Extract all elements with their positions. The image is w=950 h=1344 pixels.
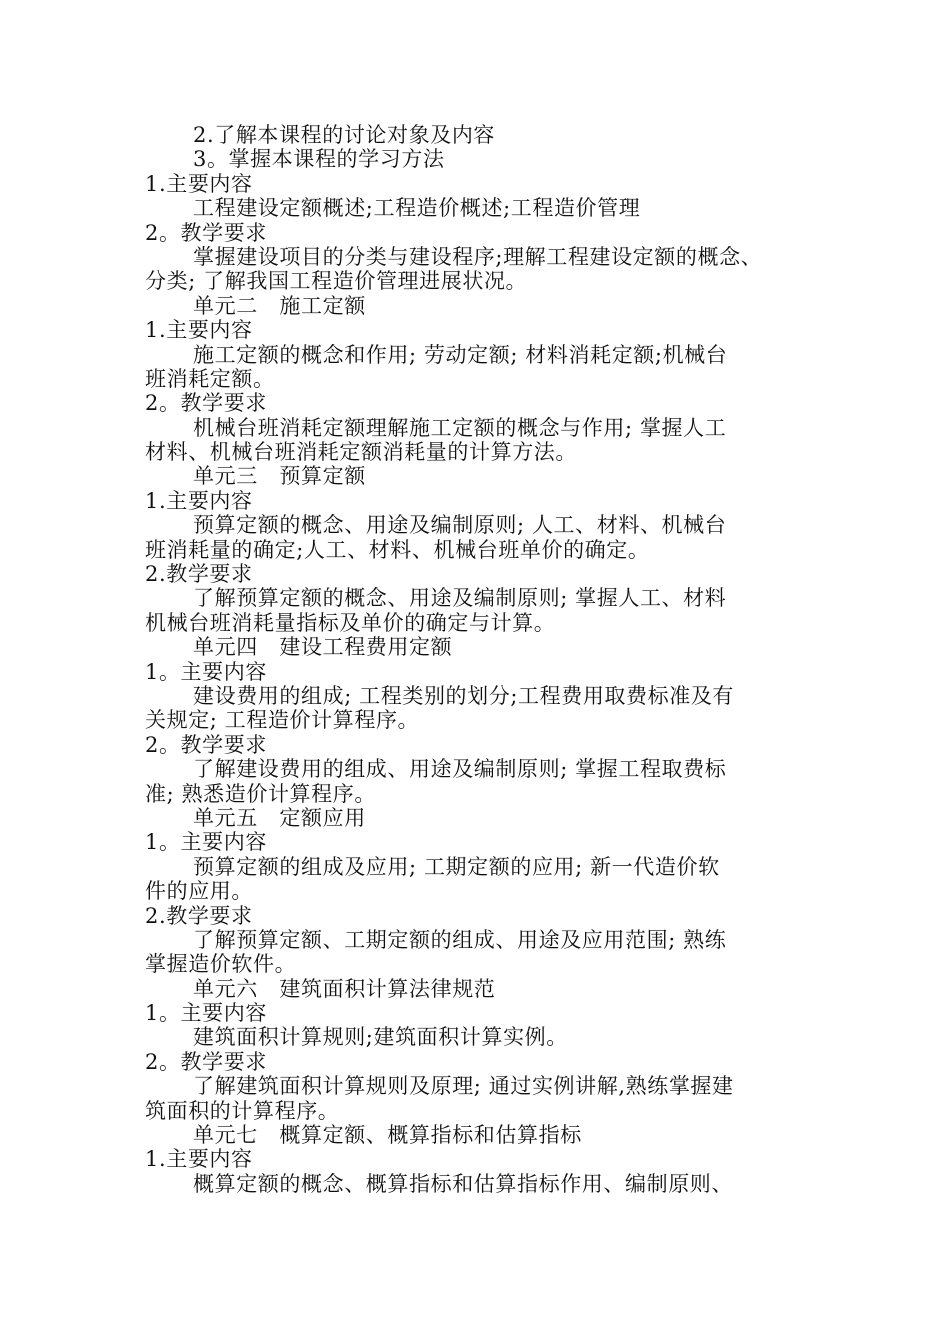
text-line: 筑面积的计算程序。 — [145, 1098, 340, 1123]
text-line: 施工定额的概念和作用; 劳动定额; 材料消耗定额;机械台 — [193, 342, 728, 367]
unit-heading: 单元五 定额应用 — [193, 805, 366, 830]
text-line: 了解预算定额、工期定额的组成、用途及应用范围; 熟练 — [193, 927, 727, 952]
text-line: 班消耗量的确定;人工、材料、机械台班单价的确定。 — [145, 537, 650, 562]
numbered-item: 3。掌握本课程的学习方法 — [193, 147, 445, 172]
text-line: 准; 熟悉造价计算程序。 — [145, 781, 376, 806]
text-line: 件的应用。 — [145, 879, 253, 904]
text-line: 班消耗定额。 — [145, 366, 275, 391]
section-heading: 1.主要内容 — [145, 318, 253, 343]
section-heading: 2。教学要求 — [145, 732, 267, 757]
text-line: 分类; 了解我国工程造价管理进展状况。 — [145, 269, 528, 294]
text-line: 建筑面积计算规则;建筑面积计算实例。 — [193, 1025, 568, 1050]
document-body — [145, 123, 810, 1196]
text-line: 关规定; 工程造价计算程序。 — [145, 708, 420, 733]
section-heading: 2。教学要求 — [145, 220, 267, 245]
text-line: 了解预算定额的概念、用途及编制原则; 掌握人工、材料 — [193, 586, 727, 611]
section-heading: 1。主要内容 — [145, 830, 267, 855]
text-line: 预算定额的组成及应用; 工期定额的应用; 新一代造价软 — [193, 854, 720, 879]
text-line: 概算定额的概念、概算指标和估算指标作用、编制原则、 — [193, 1171, 733, 1196]
text-line: 工程建设定额概述;工程造价概述;工程造价管理 — [193, 196, 641, 221]
text-line: 掌握建设项目的分类与建设程序;理解工程建设定额的概念、 — [193, 244, 763, 269]
text-line: 建设费用的组成; 工程类别的划分;工程费用取费标准及有 — [193, 683, 735, 708]
text-line: 材料、机械台班消耗定额消耗量的计算方法。 — [145, 440, 577, 465]
text-line: 机械台班消耗量指标及单价的确定与计算。 — [145, 610, 556, 635]
section-heading: 1.主要内容 — [145, 488, 253, 513]
text-line: 了解建筑面积计算规则及原理; 通过实例讲解,熟练掌握建 — [193, 1074, 734, 1099]
section-heading: 2。教学要求 — [145, 391, 267, 416]
section-heading: 2。教学要求 — [145, 1049, 267, 1074]
unit-heading: 单元三 预算定额 — [193, 464, 366, 489]
section-heading: 1。主要内容 — [145, 1001, 267, 1026]
section-heading: 1.主要内容 — [145, 1147, 253, 1172]
unit-heading: 单元六 建筑面积计算法律规范 — [193, 976, 496, 1001]
section-heading: 1。主要内容 — [145, 659, 267, 684]
section-heading: 2.教学要求 — [145, 562, 253, 587]
text-line: 机械台班消耗定额理解施工定额的概念与作用; 掌握人工 — [193, 415, 727, 440]
unit-heading: 单元二 施工定额 — [193, 293, 366, 318]
section-heading: 2.教学要求 — [145, 903, 253, 928]
text-line: 了解建设费用的组成、用途及编制原则; 掌握工程取费标 — [193, 757, 727, 782]
unit-heading: 单元四 建设工程费用定额 — [193, 635, 453, 660]
unit-heading: 单元七 概算定额、概算指标和估算指标 — [193, 1123, 582, 1148]
section-heading: 1.主要内容 — [145, 171, 253, 196]
text-line: 预算定额的概念、用途及编制原则; 人工、材料、机械台 — [193, 513, 727, 538]
numbered-item: 2.了解本课程的讨论对象及内容 — [193, 123, 496, 147]
text-line: 掌握造价软件。 — [145, 952, 297, 977]
